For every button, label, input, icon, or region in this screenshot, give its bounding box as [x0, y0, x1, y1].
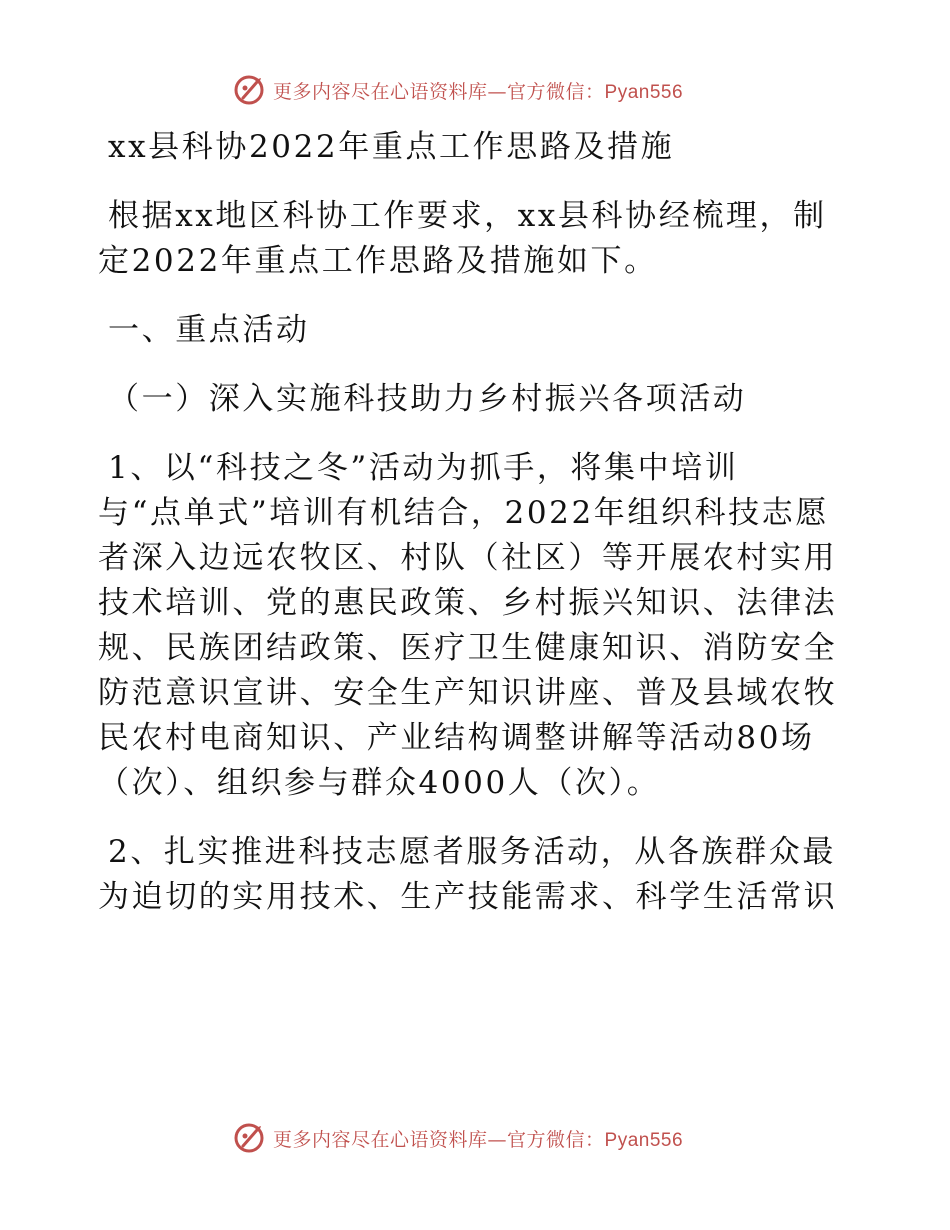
- paragraph-line: 民农村电商知识、产业结构调整讲解等活动80场: [98, 720, 815, 756]
- section-heading: 一、重点活动: [108, 312, 310, 348]
- paragraph-line: 者深入边远农牧区、村队（社区）等开展农村实用: [98, 540, 838, 576]
- watermark-account: Pyan556: [604, 1129, 684, 1151]
- paragraph-line: 定2022年重点工作思路及措施如下。: [98, 243, 658, 279]
- paragraph-line: 与“点单式”培训有机结合，2022年组织科技志愿: [98, 495, 829, 531]
- document-body: [98, 125, 858, 920]
- document-title: xx县科协2022年重点工作思路及措施: [108, 129, 675, 165]
- seal-logo-icon: [233, 74, 267, 106]
- subsection-heading: （一）深入实施科技助力乡村振兴各项活动: [108, 381, 747, 417]
- paragraph-line: 1、以“科技之冬”活动为抓手，将集中培训: [108, 450, 739, 486]
- item-1-paragraph: [98, 446, 858, 806]
- paragraph-line: 防范意识宣讲、安全生产知识讲座、普及县域农牧: [98, 675, 838, 711]
- paragraph-line: 规、民族团结政策、医疗卫生健康知识、消防安全: [98, 630, 838, 666]
- item-2-paragraph: [98, 830, 858, 920]
- intro-paragraph: [98, 194, 858, 284]
- paragraph-line: （次）、组织参与群众4000人（次）。: [98, 765, 661, 801]
- seal-logo-icon: [233, 1122, 267, 1154]
- watermark-account: Pyan556: [604, 81, 684, 103]
- watermark-text: 更多内容尽在心语资料库—官方微信：Pyan556: [273, 80, 684, 103]
- paragraph-line: 技术培训、党的惠民政策、乡村振兴知识、法律法: [98, 585, 838, 621]
- watermark-header: [233, 74, 683, 106]
- paragraph-line: 为迫切的实用技术、生产技能需求、科学生活常识: [98, 879, 838, 915]
- watermark-footer: [233, 1122, 683, 1154]
- paragraph-line: 根据xx地区科协工作要求，xx县科协经梳理，制: [108, 198, 827, 234]
- watermark-text: 更多内容尽在心语资料库—官方微信：Pyan556: [273, 1128, 684, 1151]
- paragraph-line: 2、扎实推进科技志愿者服务活动，从各族群众最: [108, 834, 836, 870]
